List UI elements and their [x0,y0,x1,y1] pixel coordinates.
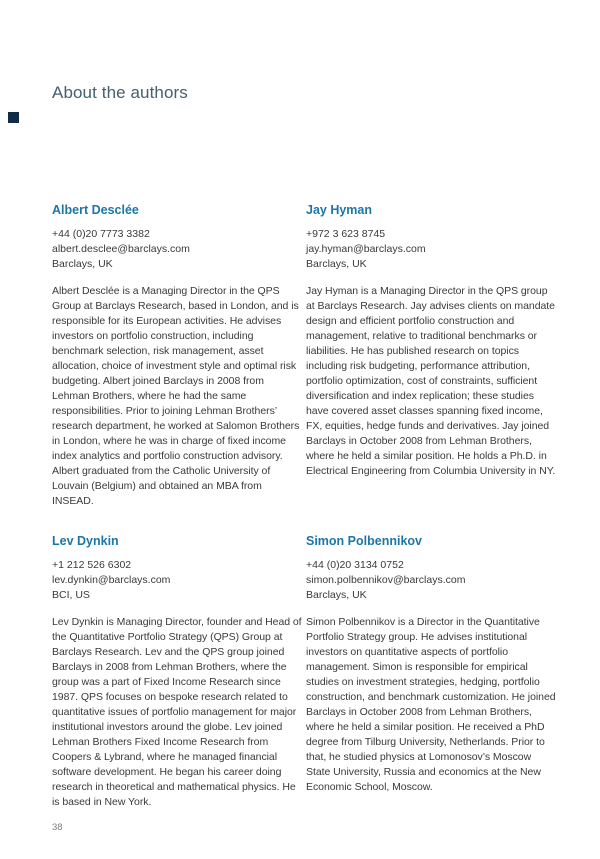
author-card-jay-hyman [306,203,556,520]
author-phone: +44 (0)20 3134 0752 [306,558,404,571]
page-number: 38 [52,822,63,833]
author-org: Barclays, UK [52,258,113,270]
document-page [0,83,600,820]
author-name: Lev Dynkin [52,533,119,548]
author-contact [52,227,302,272]
author-contact [306,227,556,272]
author-bio: Jay Hyman is a Managing Director in the QPS group at Barclays Research. Jay advises clients on mandate design and efficient portfolio construction and management, relative to traditional benchmarks or liabilities. He has published research on topics including risk budgeting, performance attribution, portfolio optimization, cost of constraints, sufficient diversification and index replication; these studies have covered asset classes spanning fixed income, FX, equities, hedge funds and derivatives. Jay joined Barclays in October 2008 from Lehman Brothers, where he held a similar position. He holds a Ph.D. in Electrical Engineering from Columbia University in NY. [306,285,556,477]
author-bio: Albert Desclée is a Managing Director in the QPS Group at Barclays Research, based in London, and is responsible for its European activities. He advises investors on portfolio construction, including benchmark selection, risk management, asset allocation, choice of investment style and optimal risk budgeting. Albert joined Barclays in 2008 from Lehman Brothers, where he had the same responsibilities. Prior to joining Lehman Brothers’ research department, he worked at Salomon Brothers in London, where he was in charge of fixed income index analytics and portfolio construction advisory. Albert graduated from the Catholic University of Louvain (Belgium) and obtained an MBA from INSEAD. [52,285,300,507]
author-email: jay.hyman@barclays.com [306,243,426,255]
author-contact [52,558,302,603]
authors-grid [52,203,556,820]
author-bio: Lev Dynkin is Managing Director, founder and Head of the Quantitative Portfolio Strategy (QPS) Group at Barclays Research. Lev and the QPS group joined Barclays in 2008 from Lehman Brothers, where the group was a part of Fixed Income Research since 1987. QPS focuses on bespoke research related to quantitative issues of portfolio management for major institutional investors around the globe. Lev joined Lehman Brothers Fixed Income Research from Coopers & Lybrand, where he managed financial software development. He began his career doing research in theoretical and mathematical physics. He is based in New York. [52,615,302,808]
corner-mark [8,112,19,123]
author-card-albert-desclee [52,203,302,520]
author-bio: Simon Polbennikov is a Director in the Quantitative Portfolio Strategy group. He advises institutional investors on quantitative aspects of portfolio management. Simon is responsible for empirical studies on investment strategies, hedging, portfolio construction, and benchmark customization. He joined Barclays in October 2008 from Lehman Brothers, where he held a similar position. He received a PhD degree from Tilburg University, Netherlands. Prior to that, he studied physics at Lomonosov’s Moscow State University, Russia and economics at the New Economic School, Moscow. [306,615,556,793]
author-name: Albert Desclée [52,203,139,217]
author-phone: +972 3 623 8745 [306,228,386,240]
page-title: About the authors [52,83,188,102]
author-card-simon-polbennikov [306,534,556,821]
author-contact [306,558,556,603]
author-phone: +1 212 526 6302 [52,558,132,571]
author-org: Barclays, UK [306,588,367,601]
author-org: BCI, US [52,588,90,601]
author-card-lev-dynkin [52,534,302,821]
author-email: albert.desclee@barclays.com [52,243,190,255]
author-name: Jay Hyman [306,203,373,217]
author-name: Simon Polbennikov [306,533,422,548]
author-phone: +44 (0)20 7773 3382 [52,228,150,240]
author-org: Barclays, UK [306,258,367,270]
author-email: lev.dynkin@barclays.com [52,573,171,586]
author-email: simon.polbennikov@barclays.com [306,573,466,586]
